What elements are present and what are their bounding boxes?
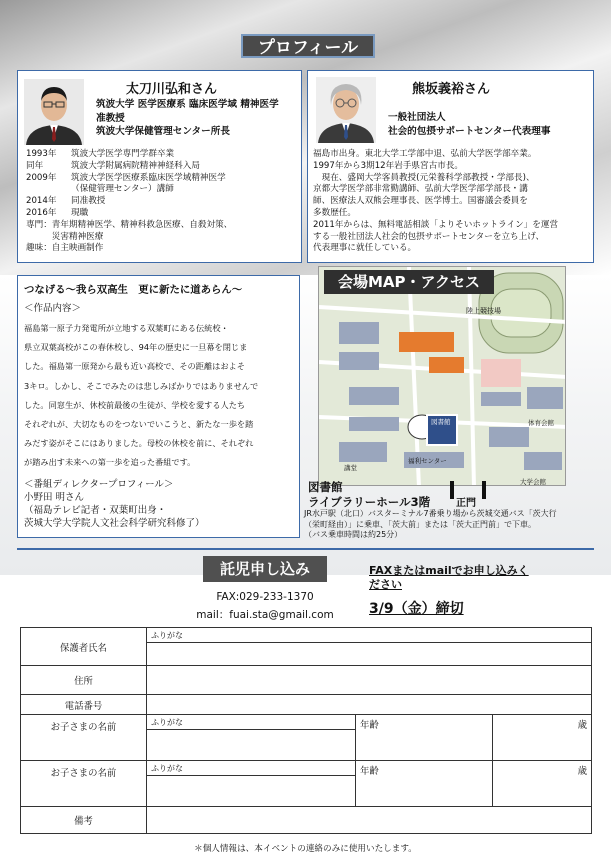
map-label-hall: 大学会館 xyxy=(520,478,546,486)
age-label-1: 年齢 xyxy=(356,715,425,761)
map-header: 会場MAP・アクセス xyxy=(324,270,494,294)
child-furigana-field-1[interactable]: ふりがな xyxy=(147,715,356,730)
gate-marker-right xyxy=(482,481,486,499)
content-line: 3キロ。しかし、そこでみたのは悲しみばかりではありませんで xyxy=(24,380,259,391)
affiliation-tachikawa xyxy=(96,98,279,139)
childcare-title: 託児申し込み xyxy=(203,556,327,582)
affiliation-line: 社会的包摂サポートセンター代表理事 xyxy=(388,125,551,137)
affiliation-line: 筑波大学保健管理センター所長 xyxy=(96,126,230,137)
childcare-fax: FAX:029-233-1370 xyxy=(216,591,314,603)
bio-line: 1997年から3期12年岩手県宮古市長。 xyxy=(313,160,463,171)
bio-line: 2011年からは、無料電話相談「よりそいホットライン」を運営 xyxy=(313,219,559,230)
history-year xyxy=(26,184,71,196)
content-line: した。福島第一原発から最も近い高校で、その距離はおよそ xyxy=(24,361,245,372)
name-tachikawa: 太刀川弘和さん xyxy=(126,82,218,97)
access-info xyxy=(304,509,557,541)
instruction-line: ださい xyxy=(369,578,402,591)
content-line: が踏み出す未来への第一歩を追った番組です。 xyxy=(24,457,196,468)
profile-card-kumasaka xyxy=(307,70,594,263)
bio-kumasaka xyxy=(313,149,558,255)
age-label-2: 年齢 xyxy=(356,761,425,807)
gate-label: 正門 xyxy=(456,498,476,509)
phone-field[interactable] xyxy=(147,695,592,715)
access-line: JR水戸駅（北口）バスターミナル7番乗り場から茨城交通バス「茨大行 xyxy=(304,509,557,518)
address-field[interactable] xyxy=(147,666,592,695)
history-year: 2009年 xyxy=(26,172,57,183)
affiliation-kumasaka xyxy=(388,111,550,138)
profile-card-tachikawa xyxy=(17,70,302,263)
profile-title: プロフィール xyxy=(241,34,375,58)
childcare-form xyxy=(20,627,592,834)
venue-building: 図書館 xyxy=(308,480,343,494)
campus-map xyxy=(318,266,566,486)
history-tachikawa xyxy=(26,149,232,255)
venue-room: ライブラリーホール3階 xyxy=(308,495,431,509)
director-name: 小野田 明さん xyxy=(24,492,85,503)
content-line: それぞれが、大切なものをつないでいこうと、新たな一歩を踏 xyxy=(24,419,254,430)
gate-marker-left xyxy=(450,481,454,499)
name-kumasaka: 熊坂義裕さん xyxy=(412,82,491,97)
age-field-1[interactable] xyxy=(424,715,493,761)
program-card xyxy=(17,275,300,538)
venue-label xyxy=(308,480,430,510)
age-unit-2: 歳 xyxy=(493,761,592,807)
director-heading: ＜番組ディレクタープロフィール＞ xyxy=(24,479,174,490)
history-text: 筑波大学医学専門学群卒業 xyxy=(71,149,175,159)
child-name-field-2[interactable] xyxy=(147,776,356,807)
instruction-line: FAXまたはmailでお申し込みく xyxy=(369,564,529,577)
age-field-2[interactable] xyxy=(424,761,493,807)
content-line: 県立双葉高校がこの春休校し、94年の歴史に一旦幕を閉じま xyxy=(24,342,248,353)
remarks-field[interactable] xyxy=(147,807,592,834)
guardian-furigana-field[interactable]: ふりがな xyxy=(147,628,592,643)
access-line: （栄町経由）」に乗車、「茨大前」または「茨大正門前」で下車。 xyxy=(304,519,536,529)
bio-line: 福島市出身。東北大学工学部中退、弘前大学医学部卒業。 xyxy=(313,149,537,159)
history-text: 現職 xyxy=(71,207,89,218)
map-graphic xyxy=(319,267,566,486)
director-bio-1: （福島テレビ記者・双葉町出身・ xyxy=(24,505,167,516)
map-label-welfare: 福利センター xyxy=(408,457,447,465)
bio-line: 京都大学医学部非常勤講師、弘前大学医学部学部長・講 xyxy=(313,184,528,195)
childcare-instruction xyxy=(369,564,529,592)
content-line: 福島第一原子力発電所が立地する双葉町にある伝統校・ xyxy=(24,323,229,333)
history-text: （保健管理センター）講師 xyxy=(71,184,174,195)
affiliation-line: 准教授 xyxy=(96,112,125,124)
history-text: 筑波大学医学医療系臨床医学域精神医学 xyxy=(71,172,226,183)
program-content xyxy=(24,319,258,473)
hobby: 趣味：自主映画制作 xyxy=(26,243,104,254)
access-line: （バス乗車時間は約25分） xyxy=(304,530,403,539)
section-divider xyxy=(17,548,594,550)
map-label-library-mark: 図書館 xyxy=(431,418,451,426)
child-name-field-1[interactable] xyxy=(147,730,356,761)
specialty-line: 災害精神医療 xyxy=(26,231,104,242)
program-title: つなげる～我ら双高生 更に新たに道あらん～ xyxy=(24,284,243,296)
age-unit-1: 歳 xyxy=(493,715,592,761)
director-bio-2: 茨城大学大学院人文社会科学研究科修了） xyxy=(24,518,205,529)
privacy-footnote: ＊個人情報は、本イベントの連絡のみに使用いたします。 xyxy=(194,844,417,854)
map-label-gym: 体育会館 xyxy=(528,419,554,427)
portrait-tachikawa xyxy=(24,79,84,145)
specialty-line: 専門：青年期精神医学、精神科救急医療、自殺対策、 xyxy=(26,219,233,230)
bio-line: 師、医療法人双熊会理事長、医学博士。国審議会委員を xyxy=(313,196,528,207)
child-furigana-field-2[interactable]: ふりがな xyxy=(147,761,356,776)
content-line: した。同窓生が、休校前最後の生徒が、学校を愛する人たち xyxy=(24,399,246,410)
remarks-label: 備考 xyxy=(21,807,147,834)
history-text: 筑波大学附属病院精神神経科入局 xyxy=(71,160,200,171)
childcare-deadline: 3/9（金）締切 xyxy=(369,601,464,617)
phone-label: 電話番号 xyxy=(21,695,147,715)
childcare-mail: mail：fuai.sta@gmail.com xyxy=(196,609,334,621)
guardian-name-field[interactable] xyxy=(147,643,592,666)
address-label: 住所 xyxy=(21,666,147,695)
map-label-auditorium: 講堂 xyxy=(344,464,357,472)
history-year: 2016年 xyxy=(26,207,57,218)
map-label-track: 陸上競技場 xyxy=(466,307,501,315)
bio-line: 現在、盛岡大学客員教授(元栄養科学部教授・学部長)、 xyxy=(313,172,535,183)
history-year: 1993年 xyxy=(26,149,57,159)
bio-line: 多数歴任。 xyxy=(313,207,356,218)
portrait-kumasaka xyxy=(316,77,376,143)
affiliation-line: 一般社団法人 xyxy=(388,112,446,123)
content-line: みだす姿がそこにはありました。母校の休校を前に、それぞれ xyxy=(24,438,254,449)
child-name-label-1: お子さまの名前 xyxy=(21,715,147,761)
history-text: 同准教授 xyxy=(71,196,106,207)
history-year: 同年 xyxy=(26,160,44,171)
history-year: 2014年 xyxy=(26,196,57,207)
guardian-name-label: 保護者氏名 xyxy=(21,628,147,666)
child-name-label-2: お子さまの名前 xyxy=(21,761,147,807)
bio-line: する一般社団法人社会的包摂サポートセンターを立ち上げ、 xyxy=(313,231,545,242)
bio-line: 代表理事に就任している。 xyxy=(313,243,417,254)
affiliation-line: 筑波大学 医学医療系 臨床医学域 精神医学 xyxy=(96,99,279,110)
program-content-heading: ＜作品内容＞ xyxy=(24,303,82,314)
